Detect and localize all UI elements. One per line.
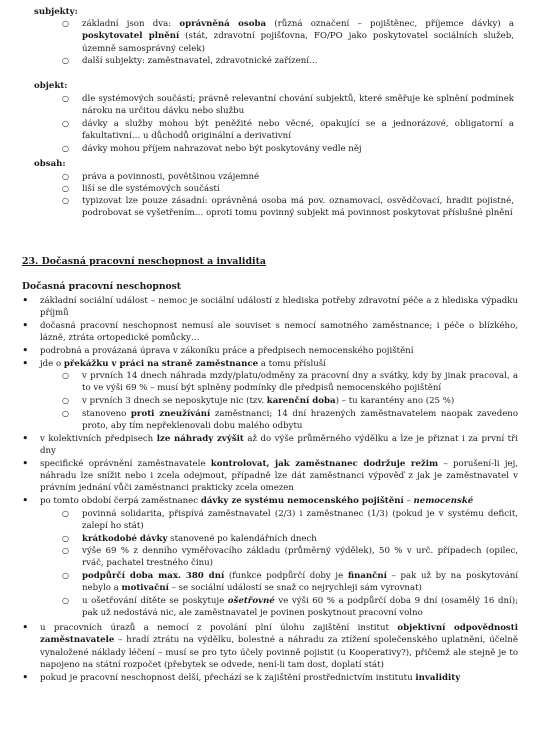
sub-list-item [62,370,518,395]
list-item [22,320,518,345]
text-run: dle systémových součástí; právně relevantní chování subjektů, které směřuje ke splnění podmínek nároku na určitou dávku nebo službu [82,94,514,117]
circle-bullet-icon: ○ [62,508,69,518]
text-run: v prvních 14 dnech náhrada mzdy/platu/odměny za pracovní dny a svátky, kdy by jinak pracoval, a to ve výši 69 % – musí být splněny podmínky dle předpisů nemocenského pojištění [82,371,518,394]
obsah-item-text [82,172,259,182]
objekt-item [62,118,514,143]
circle-bullet-icon: ○ [62,19,69,28]
text-run: dávky ze systému nemocenského pojištění [200,496,404,506]
objekt-list [62,93,514,155]
obsah-item [62,195,514,232]
text-run: objektivní odpovědnosti zaměstnavatele [40,623,519,646]
text-run: další subjekty: zaměstnavatel, zdravotnické zařízení… [82,56,318,66]
text-run: v kolektivních předpisech [40,433,157,444]
text-run: – pak už by na poskytování nebylo a [82,571,519,594]
circle-bullet-icon: ○ [62,144,69,153]
list-item-text [40,623,518,670]
text-run: pokud je pracovní neschopnost delší, přechází se k zajištění prostřednictvím institutu [40,673,416,683]
obsah-item [62,183,514,195]
list-item-text [40,459,518,494]
obsah-item-text [82,184,220,194]
text-run: nemocenské [413,496,474,506]
circle-bullet-icon: ○ [62,546,69,555]
section-heading: 23. Dočasná pracovní neschopnost a invalidita [22,256,267,267]
list-item-text [40,496,473,506]
bullet-icon: • [22,671,29,684]
list-item [22,358,518,371]
text-run: práva a povinnosti, povětšinou vzájemné [82,172,260,182]
list-item-text [40,359,326,369]
text-run: – [403,496,414,506]
bullet-icon: • [22,344,29,357]
text-run: jde o [40,358,64,369]
text-run: dávky a služby mohou být peněžité nebo věcné, opakující se a jednorázové, obligatorní a fakultativní… u důchodů originální a derivativní [82,119,514,142]
circle-bullet-icon: ○ [62,172,69,181]
bullet-icon: • [22,621,29,634]
text-run: ošetřovné [227,596,275,606]
circle-bullet-icon: ○ [62,56,69,65]
list-item-text [40,296,518,318]
sub-list-item [62,508,518,533]
subjekty-item-text [82,56,318,66]
sub-list-item-text [82,596,518,618]
subjekty-item [62,55,514,67]
objekt-item-text [82,94,514,116]
text-run: po tomto období čerpá zaměstnanec [40,496,201,506]
sub-list-item-text [82,546,518,568]
objekt-label: objekt: [34,81,68,91]
text-run: krátkodobé dávky [82,533,168,544]
text-run: oprávněná osoba [179,19,267,29]
text-run: základní json dva: [82,19,180,29]
text-run: u ošetřování dítěte se poskytuje [82,596,228,606]
text-run: finanční [347,571,387,581]
sub-list-item-text [82,409,518,431]
text-run: – porušení-li jej, náhradu lze snížit nebo i zcela odejmout, případně lze dát zaměstnanci výpověď z jak je zaměstnavatel v právním jednání vůči zaměstnanci prakticky zcela omezen [40,458,518,494]
text-run: specifické oprávnění zaměstnavatele [40,458,211,469]
circle-bullet-icon: ○ [62,119,69,128]
text-run: motivační [121,583,169,594]
text-run: podpůrčí doba max. 380 dní [82,571,225,581]
list-item [22,433,518,458]
list-item-text [40,434,518,456]
bullet-icon: • [22,319,29,332]
text-run: (funkce podpůrčí doby je [224,571,348,581]
sub-list-item-text [82,509,518,531]
sub-list [22,508,518,621]
list-item [22,295,518,320]
list-item [22,345,518,358]
circle-bullet-icon: ○ [62,596,69,605]
objekt-item-text [82,119,514,141]
objekt-item-text [82,144,362,154]
text-run: ) – tu karantény ano (25 %) [335,396,455,406]
text-run: proti zneužívání [130,408,211,419]
subjekty-label: subjekty: [34,7,78,17]
circle-bullet-icon: ○ [62,94,69,103]
obsah-item-text [82,196,514,218]
sub-list-item-text [82,571,518,593]
list-item [22,495,518,508]
sub-list-item [62,570,518,595]
sub-list-item-text [82,371,518,393]
list-item-text [40,346,413,356]
circle-bullet-icon: ○ [62,184,69,193]
text-run: u pracovních úrazů a nemocí z povolání plní úlohu zajištění institut [40,623,398,633]
sub-list [22,370,518,433]
circle-bullet-icon: ○ [62,371,69,380]
circle-bullet-icon: ○ [62,533,69,543]
text-run: podrobná a provázaná úprava v zákoníku práce a předpisech nemocenského pojištění [40,346,414,356]
circle-bullet-icon: ○ [62,196,69,205]
text-run: liší se dle systémových součástí [82,184,220,194]
list-item-text [40,673,460,683]
obsah-item [62,171,514,183]
text-run: (stát, zdravotní pojišťovna, FO/PO jako poskytovatel sociálních služeb, územně samosprávný celek) [82,31,514,54]
circle-bullet-icon: ○ [62,408,69,418]
main-list [22,295,518,685]
text-run: dočasná pracovní neschopnost nemusí ale souviset s nemocí samotného zaměstnance; i péče o blízkého, lázně, ztráta ortopedické pomůcky… [40,321,518,344]
text-run: základní sociální událost – nemoc je sociální událostí z hlediska potřeby zdravotní péče a z hlediska výpadku příjmů [40,296,518,319]
text-run: zaměstnanci; 14 dní hrazených zaměstnavatelem naopak zavedeno proto, aby tím nepřeklenovali dobu malého odbytu [82,408,519,431]
objekt-item [62,93,514,118]
text-run: karenční doba [266,396,336,406]
circle-bullet-icon: ○ [62,396,69,405]
text-run: stanoveno [82,408,131,419]
text-run: (různá označení – pojištěnec, příjemce dávky) a [266,19,515,29]
sub-list-item [62,595,518,620]
text-run: – se sociální událostí se snaž co nejrychleji sám vyrovnat) [168,583,422,594]
list-item [22,458,518,496]
bullet-icon: • [22,356,29,370]
list-item-text [40,321,518,343]
objekt-item [62,143,514,155]
list-item [22,672,518,685]
text-run: v prvních 3 dnech se neposkytuje nic (tzv. [82,396,267,406]
sub-list-item-text [82,396,454,406]
text-run: stanovené po kalendářních dnech [167,533,317,544]
text-run: dávky mohou příjem nahrazovat nebo být poskytovány vedle něj [82,144,362,154]
sub-list-item [62,545,518,570]
text-run: povinná solidarita, přispívá zaměstnavatel (2/3) i zaměstnanec (1/3) (pokud je v systému deficit, zalepí ho stát) [82,508,518,531]
obsah-list [62,171,514,232]
subjekty-list [62,18,514,67]
sub-list-item [62,533,518,546]
text-run: kontrolovat, jak zaměstnanec dodržuje režim [210,458,439,469]
text-run: lze náhrady zvýšit [156,433,244,444]
subjekty-item-text [82,19,514,54]
bullet-icon: • [22,431,29,445]
bullet-icon: • [22,294,29,307]
obsah-label: obsah: [34,159,66,169]
list-item [22,622,518,672]
text-run: typizovat lze pouze zásadní: oprávněná osoba má pov. oznamovací, osvědčovací, hradit pojistné, podrobovat se vyšetřením… oproti tomu povinný subjekt má povinnost poskytovat příslušné plnění [82,196,514,219]
text-run: a tomu přísluší [258,358,326,369]
text-run: výše 69 % z denního vyměřovacího základu (průměrný výdělek), 50 % v urč. případech (opilec, rváč, pachatel trestného činu) [82,546,518,569]
text-run: – hradí ztrátu na výdělku, bolestné a náhradu za ztížení společenského uplatnění, účelně vynaložené náklady léčení – musí se pro tyto účely povinně pojistit (u Kooperativy?), přičemž ale stejně je to napojeno na státní rozpočet (přebytek se odvede, není-li tam dost, doplatí stát) [40,635,518,671]
subsection-heading: Dočasná pracovní neschopnost [22,281,182,292]
sub-list-item [62,395,518,408]
sub-list-item [62,408,518,433]
text-run: ve výši 60 % a podpůrčí doba 9 dní (osamělý 16 dní); pak už nedostává nic, ale zaměstnavatel je povinen poskytnout pracovní volno [82,596,518,619]
subjekty-item [62,18,514,55]
text-run: překážku v práci na straně zaměstnance [63,358,259,369]
text-run: až do výše průměrného výdělku a lze je přiznat i za první tři dny [40,433,518,456]
bullet-icon: • [22,494,29,507]
text-run: poskytovatel plnění [82,31,180,42]
bullet-icon: • [22,456,29,470]
text-run: invalidity [415,673,461,683]
sub-list-item-text [82,534,317,544]
circle-bullet-icon: ○ [62,571,69,580]
